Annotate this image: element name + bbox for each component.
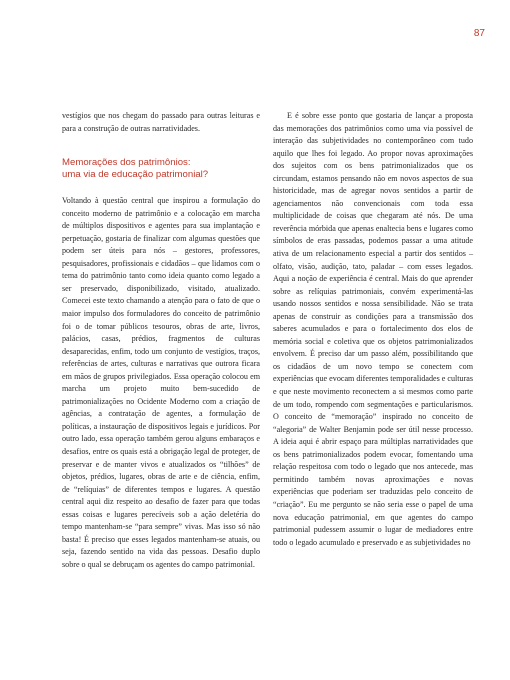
section-title-line-1: Memorações dos patrimônios: [62, 157, 191, 169]
body-paragraph: Voltando à questão central que inspirou a formulação do conceito moderno de patrimônio e a colocação em marcha de múltiplos dispositivos e agentes para sua implantação e perpetuação, gostaria de finalizar com algumas questões que podem ser úteis para nós – gestores, professores, pesquisadores, profissionais e cidadãos – que lidamos com o tema do patrimônio tanto como ideia quanto como legado a ser preservado, disponibilizado, visitado, atualizado. Comecei este texto chamando a atenção para o fato de que o maior impulso dos formuladores do conceito de patrimônio foi o de tomar públicos tesouros, obras de arte, livros, palácios, casas, prédios, fragmentos de culturas desaparecidas, enfim, todo um conjunto de vestígios, traços, referências de artes, culturas e narrativas que outrora ficara em mãos de grupos privilegiados. Essa operação colocou em marcha um projeto muito bem-sucedido de patrimonializações no Ocidente Moderno com a criação de agências, a contratação de agentes, a formulação de políticas, a instauração de dispositivos legais e jurídicos. Por outro lado, essa operação também gerou alguns embaraços e desafios, entre os quais está a obrigação legal de proteger, de preservar e de manter vivos e atualizados os “tilhões” de objetos, prédios, lugares, obras de arte e de ciência, enfim, de “relíquias” de diferentes tempos e lugares. A questão central aqui diz respeito ao desafio de fazer para que todas essas coisas e lugares perecíveis sob a ação deletéria do tempo mantenham-se “para sempre” vivas. Mas isso só não basta! É preciso que esses legados mantenham-se atuais, ou seja, fazendo sentido na vida das pessoas. Desafio duplo sobre o qual se debruçam os agentes do campo patrimonial. [62, 196, 260, 569]
page-number: 87 [473, 28, 485, 39]
section-title [62, 157, 260, 181]
intro-paragraph: vestígios que nos chegam do passado para outras leituras e para a construção de outras narratividades. [62, 111, 260, 133]
right-column [273, 110, 473, 549]
right-paragraph: E é sobre esse ponto que gostaria de lançar a proposta das memorações dos patrimônios como uma via possível de interação das subjetividades no contemporâneo com tudo aquilo que lhes foi legado. Ao propor novas aproximações dos sujeitos com os bens patrimonializados que os circundam, estamos pensando não em novos aspectos de sua historicidade, mas de agregar novos sentidos a partir de agenciamentos não convencionais com toda essa multiplicidade de coisas que chegaram até nós. De uma reverência mórbida que apenas enaltecia bens e lugares como símbolos de eras passadas, podemos passar a uma atitude ativa de um relacionamento especial a partir dos sentidos – olfato, visão, audição, tato, paladar – com esses legados. Aqui a noção de experiência é central. Mais do que aprender sobre as relíquias patrimoniais, convém experimentá-las usando nossos sentidos e nossa sensibilidade. Não se trata apenas de construir as condições para a transmissão dos saberes acumulados e para o fortalecimento dos elos de memória social e coletiva que os objetos patrimonializados envolvem. É preciso dar um passo além, possibilitando que os cidadãos de um novo tempo se conectem com experiências que evocam diferentes temporalidades e culturas e que neste movimento reconectem a si mesmos como parte de um todo, rompendo com segmentações e particularismos. O conceito de “memoração” inspirado no conceito de “alegoria” de Walter Benjamin pode ser útil nesse processo. A ideia aqui é abrir espaço para múltiplas narratividades que os bens patrimonializados podem evocar, fomentando uma relação respeitosa com todo o legado que nos antecede, mas permitindo também novas aproximações e novas experiências que poderiam ser traduzidas pelo conceito de “criação”. Eu me pergunto se não seria esse o papel de uma nova educação patrimonial, em que agentes do campo patrimonial pudessem assumir o lugar de mediadores entre todo o legado acumulado e preservado e as subjetividades no [273, 111, 474, 547]
section-title-line-2: uma via de educação patrimonial? [62, 169, 209, 181]
left-column [62, 110, 260, 572]
